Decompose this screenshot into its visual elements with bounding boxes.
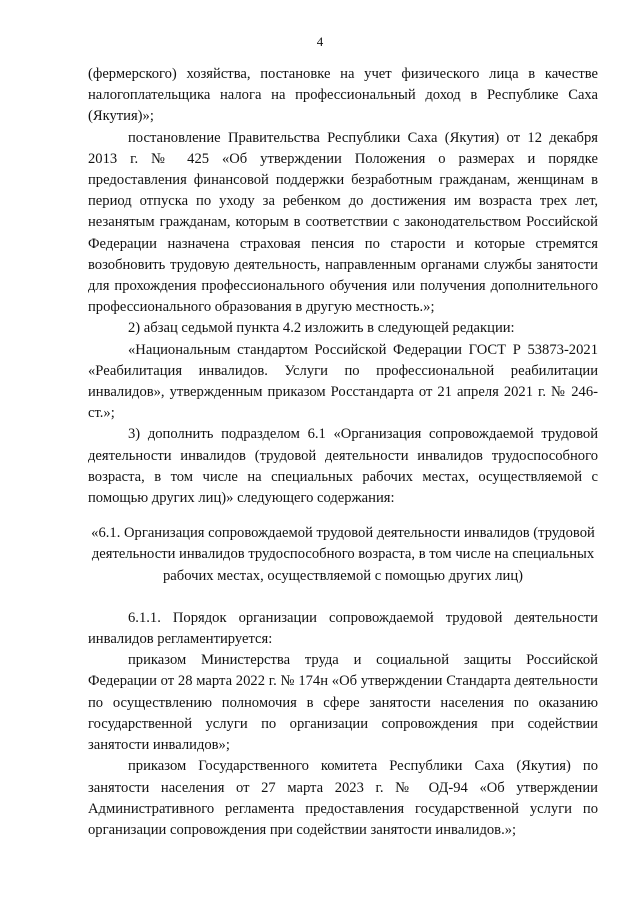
section-heading-6-1: «6.1. Организация сопровождаемой трудовой деятельности инвалидов (трудовой деятельности инвалидов трудоспособного возраста, в том числе на специальных рабочих местах, осуществляемой с помощью других лиц) bbox=[91, 525, 595, 584]
document-body bbox=[88, 64, 598, 841]
paragraph-resolution-425: постановление Правительства Республики Саха (Якутия) от 12 декабря 2013 г. № 425 «Об утверждении Положения о размерах и порядке предоставления финансовой поддержки безработным гражданам, женщинам в период отпуска по уходу за ребенком до достижения им возраста трех лет, незанятым гражданам, которым в соответствии с законодательством Российской Федерации назначена страховая пенсия по старости и которые стремятся возобновить трудовую деятельность, направленным органами службы занятости для прохождения профессионального обучения или получения дополнительного профессионального образования в другую местность.»; bbox=[88, 129, 598, 316]
page-number: 4 bbox=[316, 34, 324, 49]
paragraph-farm-continuation: (фермерского) хозяйства, постановке на учет физического лица в качестве налогоплательщика налога на профессиональный доход в Республике Саха (Якутия)»; bbox=[88, 66, 598, 125]
paragraph-item-2: 2) абзац седьмой пункта 4.2 изложить в следующей редакции: bbox=[128, 320, 515, 337]
paragraph-6-1-1: 6.1.1. Порядок организации сопровождаемой трудовой деятельности инвалидов регламентируется: bbox=[88, 609, 598, 648]
paragraph-order-od-94: приказом Государственного комитета Республики Саха (Якутия) по занятости населения от 27 марта 2023 г. № ОД-94 «Об утверждении Административного регламента предоставления государственной услуги по организации сопровождения при содействии занятости инвалидов.»; bbox=[88, 758, 598, 838]
paragraph-order-174n: приказом Министерства труда и социальной защиты Российской Федерации от 28 марта 2022 г. № 174н «Об утверждении Стандарта деятельности по осуществлению полномочия в сфере занятости населения по оказанию государственной услуги по организации сопровождения при содействии занятости инвалидов»; bbox=[88, 652, 598, 754]
paragraph-gost-standard: «Национальным стандартом Российской Федерации ГОСТ Р 53873-2021 «Реабилитация инвалидов. Услуги по профессиональной реабилитации инвалидов», утвержденным приказом Росстандарта от 21 апреля 2021 г. № 246-ст.»; bbox=[88, 341, 598, 422]
paragraph-item-3: 3) дополнить подразделом 6.1 «Организация сопровождаемой трудовой деятельности инвалидов (трудовой деятельности инвалидов трудоспособного возраста, в том числе на специальных рабочих местах, осуществляемой с помощью других лиц)» следующего содержания: bbox=[88, 426, 598, 507]
